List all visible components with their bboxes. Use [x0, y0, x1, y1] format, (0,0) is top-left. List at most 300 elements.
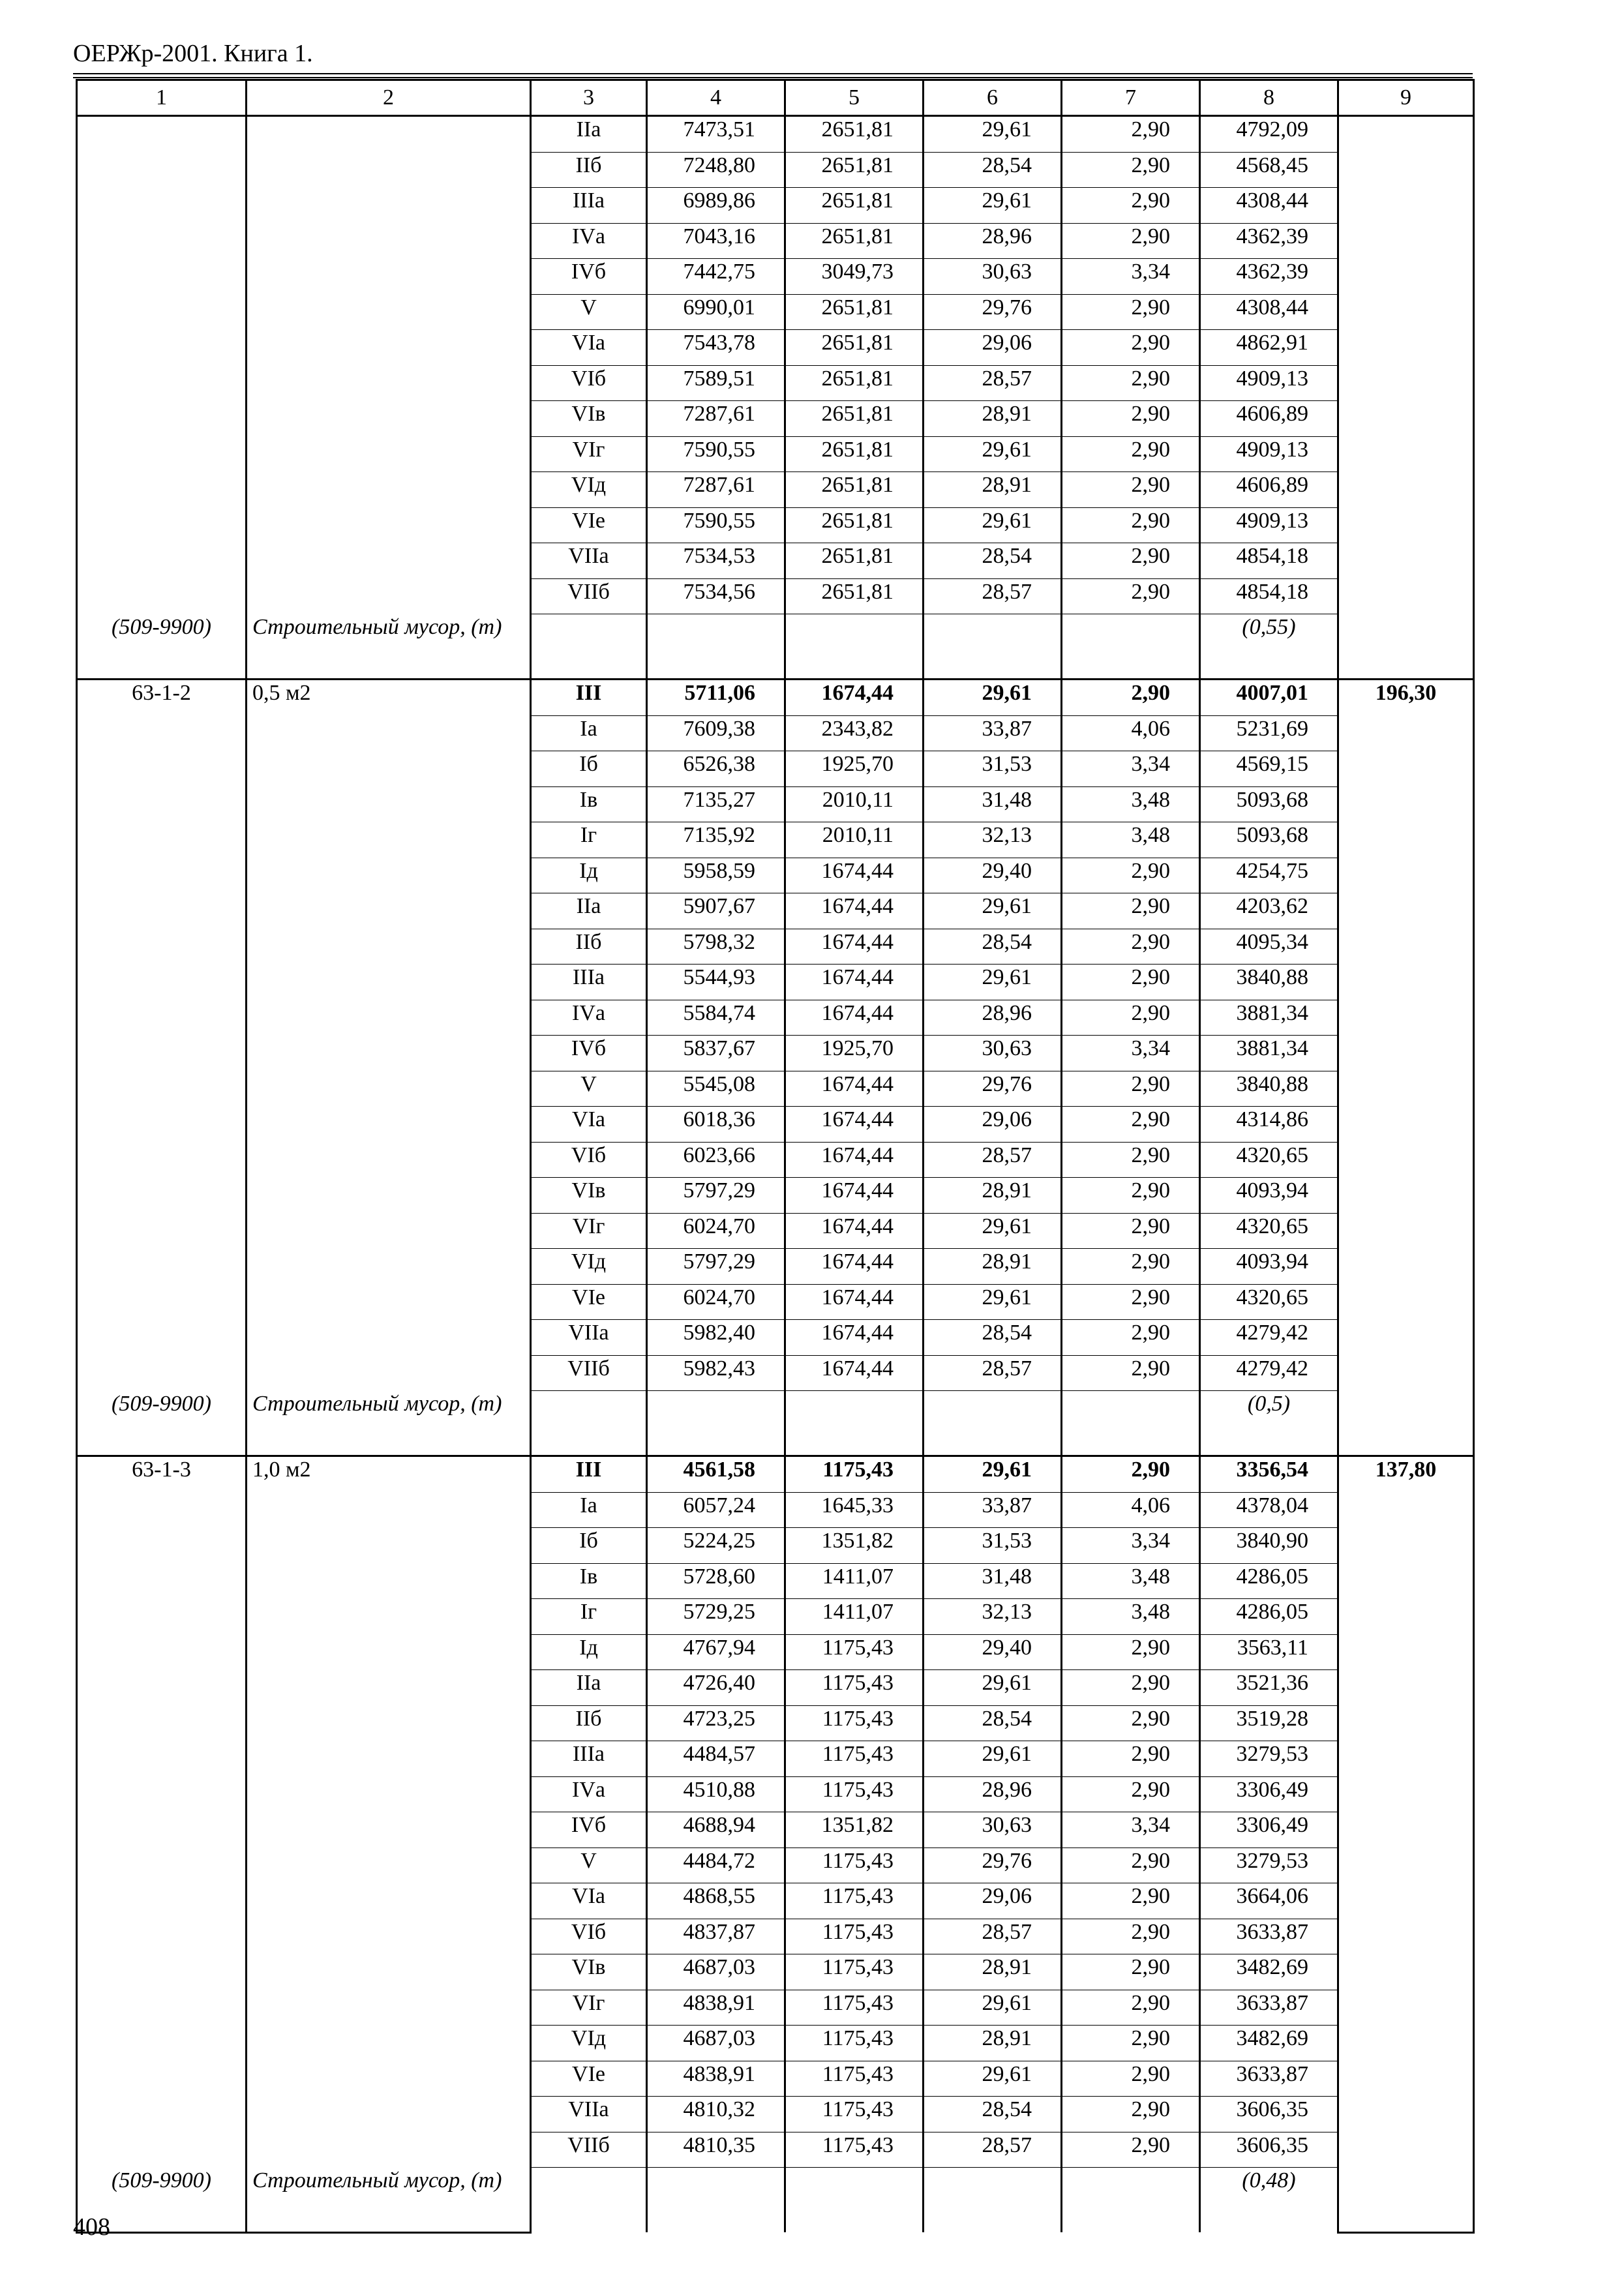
materials-cost-cell: 5093,68	[1200, 786, 1338, 822]
machine-cost-cell: 2,90	[1062, 1107, 1200, 1143]
table-row	[77, 472, 1474, 508]
machine-cost-cell: 4,06	[1062, 715, 1200, 751]
labor-cost-cell: 1411,07	[785, 1599, 924, 1635]
labor-hours-cell: 31,53	[924, 1528, 1062, 1564]
materials-cost-cell: 3840,90	[1200, 1528, 1338, 1564]
table-row	[77, 1000, 1474, 1036]
materials-cost-cell: 3633,87	[1200, 1919, 1338, 1954]
table-row	[77, 1492, 1474, 1528]
zone-cell: VIIб	[531, 2132, 647, 2168]
unit-cell	[247, 365, 531, 401]
total-cost-cell: 7590,55	[647, 436, 785, 472]
labor-hours-cell: 28,57	[924, 1355, 1062, 1391]
table-row	[77, 1883, 1474, 1919]
unit-cell	[247, 259, 531, 295]
unit-cell	[247, 1563, 531, 1599]
page-number: 408	[73, 2213, 110, 2241]
total-cost-cell: 5982,43	[647, 1355, 785, 1391]
total-cost-cell: 4838,91	[647, 1990, 785, 2026]
total-cell	[1338, 965, 1474, 1000]
code-cell	[77, 294, 247, 330]
column-number: 9	[1338, 80, 1474, 116]
labor-hours-cell: 29,61	[924, 188, 1062, 224]
labor-cost-cell: 1175,43	[785, 1848, 924, 1883]
code-cell	[77, 2132, 247, 2168]
machine-cost-cell: 4,06	[1062, 1492, 1200, 1528]
total-cost-cell: 5798,32	[647, 929, 785, 965]
total-cost-cell: 5544,93	[647, 965, 785, 1000]
total-cell	[1338, 1812, 1474, 1848]
unit-cell	[247, 472, 531, 508]
labor-cost-cell: 1674,44	[785, 858, 924, 893]
code-cell	[77, 472, 247, 508]
materials-cost-cell: 4308,44	[1200, 294, 1338, 330]
total-cell	[1338, 1320, 1474, 1356]
materials-cost-cell: 4854,18	[1200, 543, 1338, 579]
total-cell	[1338, 1990, 1474, 2026]
labor-hours-cell: 29,76	[924, 1848, 1062, 1883]
table-row	[77, 858, 1474, 893]
debris-row	[77, 2168, 1474, 2233]
labor-hours-cell: 29,76	[924, 1071, 1062, 1107]
total-cell	[1338, 1249, 1474, 1285]
materials-cost-cell: 3881,34	[1200, 1000, 1338, 1036]
materials-cost-cell: 3881,34	[1200, 1036, 1338, 1071]
code-cell	[77, 365, 247, 401]
unit-cell	[247, 436, 531, 472]
labor-cost-cell: 1674,44	[785, 893, 924, 929]
empty-cell	[785, 614, 924, 680]
code-cell	[77, 1320, 247, 1356]
labor-cost-cell: 1175,43	[785, 1634, 924, 1670]
machine-cost-cell: 2,90	[1062, 116, 1200, 153]
labor-hours-cell: 28,57	[924, 1919, 1062, 1954]
table-row	[77, 578, 1474, 614]
zone-cell: IIб	[531, 929, 647, 965]
total-cell	[1338, 152, 1474, 188]
unit-cell	[247, 1954, 531, 1990]
machine-cost-cell: 2,90	[1062, 472, 1200, 508]
materials-cost-cell: 3606,35	[1200, 2132, 1338, 2168]
materials-cost-cell: 4320,65	[1200, 1213, 1338, 1249]
labor-hours-cell: 29,06	[924, 1107, 1062, 1143]
total-cost-cell: 4687,03	[647, 1954, 785, 1990]
empty-cell	[785, 2168, 924, 2233]
labor-cost-cell: 1674,44	[785, 1355, 924, 1391]
header-rule-top	[73, 73, 1473, 74]
debris-code: (509-9900)	[77, 2168, 247, 2233]
unit-cell	[247, 1883, 531, 1919]
zone-cell: IIа	[531, 893, 647, 929]
machine-cost-cell: 2,90	[1062, 2132, 1200, 2168]
labor-hours-cell: 31,53	[924, 751, 1062, 787]
unit-cell	[247, 116, 531, 153]
labor-cost-cell: 1175,43	[785, 1919, 924, 1954]
zone-cell: VIа	[531, 1883, 647, 1919]
table-row	[77, 1634, 1474, 1670]
zone-cell: VIг	[531, 1990, 647, 2026]
zone-cell: Iг	[531, 1599, 647, 1635]
code-cell	[77, 1599, 247, 1635]
machine-cost-cell: 3,48	[1062, 1599, 1200, 1635]
materials-cost-cell: 4378,04	[1200, 1492, 1338, 1528]
code-cell: 63-1-2	[77, 680, 247, 716]
machine-cost-cell: 2,90	[1062, 1776, 1200, 1812]
machine-cost-cell: 3,48	[1062, 786, 1200, 822]
table-row	[77, 1178, 1474, 1214]
labor-hours-cell: 30,63	[924, 1812, 1062, 1848]
labor-hours-cell: 30,63	[924, 1036, 1062, 1071]
code-cell	[77, 1178, 247, 1214]
total-cell	[1338, 858, 1474, 893]
zone-cell: VIIа	[531, 1320, 647, 1356]
code-cell	[77, 2061, 247, 2097]
code-cell	[77, 1528, 247, 1564]
materials-cost-cell: 3563,11	[1200, 1634, 1338, 1670]
zone-cell: Iд	[531, 858, 647, 893]
table-row	[77, 1284, 1474, 1320]
total-cost-cell: 6057,24	[647, 1492, 785, 1528]
materials-cost-cell: 4320,65	[1200, 1142, 1338, 1178]
materials-cost-cell: 3633,87	[1200, 2061, 1338, 2097]
zone-cell: IVа	[531, 223, 647, 259]
zone-cell: VIг	[531, 436, 647, 472]
empty-cell	[531, 2168, 647, 2233]
debris-label: Строительный мусор, (т)	[247, 2168, 531, 2233]
empty-cell	[785, 1391, 924, 1456]
empty-cell	[924, 1391, 1062, 1456]
code-cell	[77, 436, 247, 472]
table-row	[77, 1071, 1474, 1107]
empty-cell	[1062, 2168, 1200, 2233]
total-cell	[1338, 1036, 1474, 1071]
code-cell	[77, 929, 247, 965]
table-row	[77, 365, 1474, 401]
machine-cost-cell: 3,48	[1062, 1563, 1200, 1599]
total-cell	[1338, 507, 1474, 543]
total-cost-cell: 7589,51	[647, 365, 785, 401]
machine-cost-cell: 3,34	[1062, 1036, 1200, 1071]
table-row	[77, 1670, 1474, 1706]
zone-cell: IIIа	[531, 965, 647, 1000]
machine-cost-cell: 2,90	[1062, 929, 1200, 965]
total-cost-cell: 7543,78	[647, 330, 785, 366]
total-cost-cell: 4723,25	[647, 1705, 785, 1741]
machine-cost-cell: 2,90	[1062, 188, 1200, 224]
debris-row	[77, 614, 1474, 680]
zone-cell: VIб	[531, 1919, 647, 1954]
labor-cost-cell: 1674,44	[785, 929, 924, 965]
total-cost-cell: 7442,75	[647, 259, 785, 295]
labor-cost-cell: 2651,81	[785, 436, 924, 472]
total-cost-cell: 7473,51	[647, 116, 785, 153]
labor-cost-cell: 1674,44	[785, 1178, 924, 1214]
code-cell	[77, 1741, 247, 1777]
unit-cell	[247, 543, 531, 579]
total-cost-cell: 7248,80	[647, 152, 785, 188]
unit-cell	[247, 188, 531, 224]
total-cell	[1338, 1355, 1474, 1391]
total-cost-cell: 6526,38	[647, 751, 785, 787]
total-cell	[1338, 294, 1474, 330]
machine-cost-cell: 2,90	[1062, 1741, 1200, 1777]
unit-cell	[247, 2026, 531, 2061]
zone-cell: Iв	[531, 786, 647, 822]
zone-cell: VIа	[531, 330, 647, 366]
empty-cell	[1338, 1391, 1474, 1456]
total-cell	[1338, 1919, 1474, 1954]
zone-cell: IIа	[531, 1670, 647, 1706]
document-title: ОЕРЖр-2001. Книга 1.	[73, 40, 313, 67]
labor-cost-cell: 1925,70	[785, 1036, 924, 1071]
unit-cell	[247, 1071, 531, 1107]
labor-cost-cell: 1175,43	[785, 2132, 924, 2168]
total-cell	[1338, 1670, 1474, 1706]
code-cell	[77, 893, 247, 929]
code-cell	[77, 116, 247, 153]
labor-cost-cell: 1175,43	[785, 1456, 924, 1493]
unit-cell	[247, 1249, 531, 1285]
labor-cost-cell: 2651,81	[785, 401, 924, 437]
zone-cell: VIIа	[531, 543, 647, 579]
total-cell	[1338, 1000, 1474, 1036]
unit-cell	[247, 715, 531, 751]
materials-cost-cell: 3482,69	[1200, 2026, 1338, 2061]
zone-cell: VIе	[531, 1284, 647, 1320]
table-row	[77, 294, 1474, 330]
code-cell	[77, 1990, 247, 2026]
zone-cell: Iа	[531, 1492, 647, 1528]
total-cell	[1338, 786, 1474, 822]
total-cell	[1338, 436, 1474, 472]
labor-hours-cell: 29,61	[924, 2061, 1062, 2097]
unit-cell	[247, 1848, 531, 1883]
labor-cost-cell: 1351,82	[785, 1528, 924, 1564]
machine-cost-cell: 2,90	[1062, 2061, 1200, 2097]
machine-cost-cell: 2,90	[1062, 1178, 1200, 1214]
labor-cost-cell: 2651,81	[785, 507, 924, 543]
table-row	[77, 401, 1474, 437]
table-row	[77, 1741, 1474, 1777]
labor-hours-cell: 29,61	[924, 1213, 1062, 1249]
total-cost-cell: 5729,25	[647, 1599, 785, 1635]
zone-cell: V	[531, 1848, 647, 1883]
materials-cost-cell: 4362,39	[1200, 223, 1338, 259]
total-cell	[1338, 223, 1474, 259]
empty-cell	[1062, 614, 1200, 680]
total-cell	[1338, 2026, 1474, 2061]
code-cell	[77, 401, 247, 437]
materials-cost-cell: 3840,88	[1200, 1071, 1338, 1107]
total-cell	[1338, 472, 1474, 508]
table-row	[77, 1528, 1474, 1564]
code-cell: 63-1-3	[77, 1456, 247, 1493]
machine-cost-cell: 2,90	[1062, 152, 1200, 188]
total-cost-cell: 4484,72	[647, 1848, 785, 1883]
zone-cell: Iб	[531, 1528, 647, 1564]
total-cell	[1338, 1954, 1474, 1990]
machine-cost-cell: 2,90	[1062, 680, 1200, 716]
total-cost-cell: 6990,01	[647, 294, 785, 330]
empty-cell	[924, 2168, 1062, 2233]
total-cost-cell: 4810,32	[647, 2097, 785, 2132]
zone-cell: VIд	[531, 472, 647, 508]
labor-cost-cell: 1175,43	[785, 2061, 924, 2097]
code-cell	[77, 1249, 247, 1285]
materials-cost-cell: 4854,18	[1200, 578, 1338, 614]
zone-cell: VIа	[531, 1107, 647, 1143]
machine-cost-cell: 2,90	[1062, 1883, 1200, 1919]
table-row	[77, 2097, 1474, 2132]
total-cell	[1338, 1848, 1474, 1883]
labor-hours-cell: 28,96	[924, 1776, 1062, 1812]
code-cell	[77, 1142, 247, 1178]
empty-cell	[647, 1391, 785, 1456]
machine-cost-cell: 2,90	[1062, 858, 1200, 893]
unit-cell	[247, 786, 531, 822]
labor-hours-cell: 28,54	[924, 1320, 1062, 1356]
zone-cell: Iа	[531, 715, 647, 751]
labor-cost-cell: 1674,44	[785, 1142, 924, 1178]
total-cost-cell: 7609,38	[647, 715, 785, 751]
total-cell	[1338, 1107, 1474, 1143]
labor-cost-cell: 1175,43	[785, 2026, 924, 2061]
labor-hours-cell: 29,61	[924, 1990, 1062, 2026]
labor-hours-cell: 28,91	[924, 1954, 1062, 1990]
machine-cost-cell: 2,90	[1062, 1355, 1200, 1391]
zone-cell: VIб	[531, 365, 647, 401]
table-row	[77, 152, 1474, 188]
materials-cost-cell: 3306,49	[1200, 1776, 1338, 1812]
debris-label: Строительный мусор, (т)	[247, 1391, 531, 1456]
materials-cost-cell: 4093,94	[1200, 1249, 1338, 1285]
labor-hours-cell: 30,63	[924, 259, 1062, 295]
table-row	[77, 929, 1474, 965]
unit-cell	[247, 1528, 531, 1564]
zone-cell: Iд	[531, 1634, 647, 1670]
total-cost-cell: 4726,40	[647, 1670, 785, 1706]
machine-cost-cell: 2,90	[1062, 1705, 1200, 1741]
labor-cost-cell: 2651,81	[785, 365, 924, 401]
code-cell	[77, 578, 247, 614]
column-number: 5	[785, 80, 924, 116]
unit-cell	[247, 1000, 531, 1036]
unit-cell	[247, 1741, 531, 1777]
machine-cost-cell: 2,90	[1062, 1670, 1200, 1706]
machine-cost-cell: 2,90	[1062, 1000, 1200, 1036]
unit-cell	[247, 965, 531, 1000]
zone-cell: VIв	[531, 1954, 647, 1990]
labor-hours-cell: 29,61	[924, 965, 1062, 1000]
column-number: 4	[647, 80, 785, 116]
labor-hours-cell: 29,06	[924, 1883, 1062, 1919]
labor-hours-cell: 28,57	[924, 578, 1062, 614]
labor-hours-cell: 29,61	[924, 1670, 1062, 1706]
labor-cost-cell: 1925,70	[785, 751, 924, 787]
machine-cost-cell: 2,90	[1062, 330, 1200, 366]
labor-cost-cell: 1674,44	[785, 1320, 924, 1356]
labor-hours-cell: 28,54	[924, 152, 1062, 188]
code-cell	[77, 1036, 247, 1071]
code-cell	[77, 1355, 247, 1391]
unit-cell	[247, 1670, 531, 1706]
labor-hours-cell: 29,61	[924, 116, 1062, 153]
unit-cell	[247, 2132, 531, 2168]
unit-cell	[247, 1634, 531, 1670]
total-cell: 196,30	[1338, 680, 1474, 716]
total-cell	[1338, 1142, 1474, 1178]
total-cost-cell: 4510,88	[647, 1776, 785, 1812]
zone-cell: VIд	[531, 1249, 647, 1285]
column-number: 6	[924, 80, 1062, 116]
zone-cell: Iв	[531, 1563, 647, 1599]
materials-cost-cell: 4909,13	[1200, 507, 1338, 543]
total-cell	[1338, 2097, 1474, 2132]
materials-cost-cell: 3521,36	[1200, 1670, 1338, 1706]
total-cost-cell: 7043,16	[647, 223, 785, 259]
machine-cost-cell: 2,90	[1062, 365, 1200, 401]
code-cell	[77, 1071, 247, 1107]
total-cost-cell: 7135,27	[647, 786, 785, 822]
empty-cell	[1338, 2168, 1474, 2233]
code-cell	[77, 1954, 247, 1990]
total-cell	[1338, 822, 1474, 858]
empty-cell	[531, 614, 647, 680]
table-row	[77, 1848, 1474, 1883]
materials-cost-cell: 4314,86	[1200, 1107, 1338, 1143]
column-number-row	[77, 80, 1474, 116]
zone-cell: VIIа	[531, 2097, 647, 2132]
total-cost-cell: 7135,92	[647, 822, 785, 858]
machine-cost-cell: 2,90	[1062, 1071, 1200, 1107]
table-row	[77, 116, 1474, 153]
total-cell	[1338, 1213, 1474, 1249]
materials-cost-cell: 4862,91	[1200, 330, 1338, 366]
total-cost-cell: 7287,61	[647, 472, 785, 508]
table-row	[77, 1456, 1474, 1493]
total-cost-cell: 5907,67	[647, 893, 785, 929]
column-number: 3	[531, 80, 647, 116]
materials-cost-cell: 5231,69	[1200, 715, 1338, 751]
unit-cell	[247, 1599, 531, 1635]
zone-cell: VIIб	[531, 578, 647, 614]
zone-cell: IIб	[531, 152, 647, 188]
labor-cost-cell: 2651,81	[785, 330, 924, 366]
code-cell	[77, 1670, 247, 1706]
machine-cost-cell: 2,90	[1062, 223, 1200, 259]
labor-hours-cell: 28,57	[924, 365, 1062, 401]
total-cost-cell: 7534,56	[647, 578, 785, 614]
zone-cell: IVа	[531, 1000, 647, 1036]
total-cost-cell: 4810,35	[647, 2132, 785, 2168]
labor-cost-cell: 2651,81	[785, 472, 924, 508]
total-cost-cell: 6018,36	[647, 1107, 785, 1143]
machine-cost-cell: 2,90	[1062, 1919, 1200, 1954]
labor-hours-cell: 29,40	[924, 858, 1062, 893]
table-row	[77, 965, 1474, 1000]
total-cell: 137,80	[1338, 1456, 1474, 1493]
labor-hours-cell: 29,06	[924, 330, 1062, 366]
zone-cell: V	[531, 294, 647, 330]
unit-cell	[247, 578, 531, 614]
unit-cell	[247, 1107, 531, 1143]
machine-cost-cell: 2,90	[1062, 1249, 1200, 1285]
table-row	[77, 1213, 1474, 1249]
total-cell	[1338, 929, 1474, 965]
machine-cost-cell: 2,90	[1062, 1954, 1200, 1990]
column-number: 1	[77, 80, 247, 116]
materials-cost-cell: 4320,65	[1200, 1284, 1338, 1320]
